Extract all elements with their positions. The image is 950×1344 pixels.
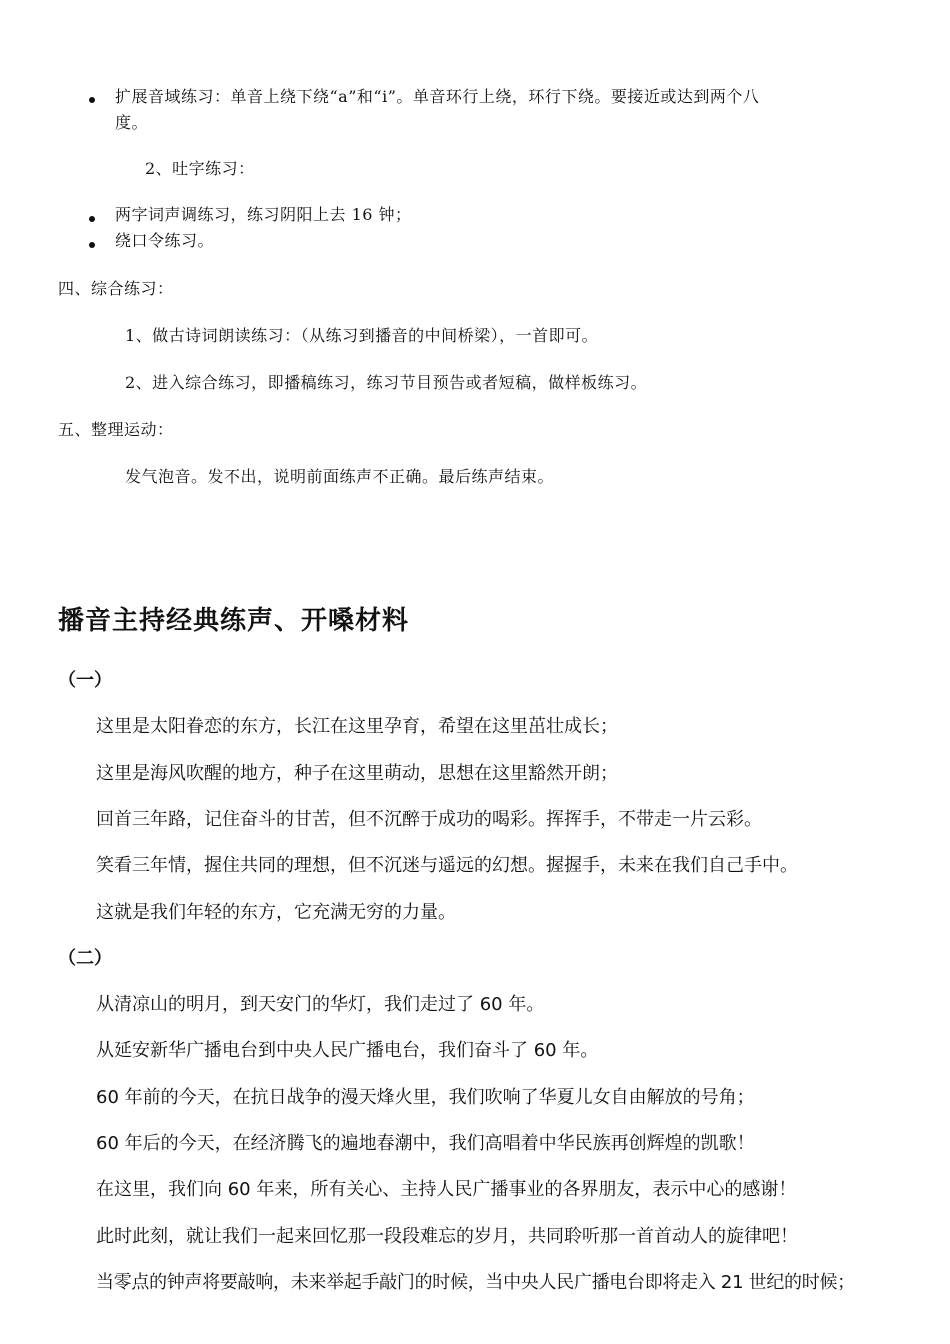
bullet-tone-practice: 两字词声调练习，练习阴阳上去 16 钟；: [115, 205, 412, 224]
item-articulation: 2、吐字练习：: [145, 159, 255, 178]
paragraph-line: 当零点的钟声将要敲响，未来举起手敲门的时候，当中央人民广播电台即将走入 21 世纪的时候；: [96, 1272, 855, 1293]
bullet-range-extension: [115, 84, 759, 136]
subsection-heading-2: （二）: [58, 948, 112, 969]
paragraph-line: 这里是海风吹醒的地方，种子在这里萌动，思想在这里豁然开朗；: [96, 763, 618, 784]
bullet-line: 扩展音域练习：单音上绕下绕“a”和“i”。单音环行上绕，环行下绕。要接近或达到两个八: [115, 87, 760, 106]
section-heading-5: 五、整理运动：: [58, 420, 174, 439]
bullet-icon: [89, 97, 95, 103]
section5-text: 发气泡音。发不出，说明前面练声不正确。最后练声结束。: [125, 467, 555, 486]
paragraph-line: 60 年后的今天，在经济腾飞的遍地春潮中，我们高唱着中华民族再创辉煌的凯歌！: [96, 1133, 755, 1154]
document-title: 播音主持经典练声、开嗓材料: [58, 606, 410, 636]
section4-item1: 1、做古诗词朗读练习：（从练习到播音的中间桥梁），一首即可。: [125, 326, 599, 345]
bullet-tongue-twister: 绕口令练习。: [115, 231, 215, 250]
paragraph-line: 这就是我们年轻的东方，它充满无穷的力量。: [96, 902, 456, 923]
bullet-line: 度。: [115, 113, 149, 132]
paragraph-line: 回首三年路，记住奋斗的甘苦，但不沉醉于成功的喝彩。挥挥手，不带走一片云彩。: [96, 809, 762, 830]
paragraph-line: 从清凉山的明月，到天安门的华灯，我们走过了 60 年。: [96, 994, 545, 1015]
paragraph-line: 从延安新华广播电台到中央人民广播电台，我们奋斗了 60 年。: [96, 1040, 599, 1061]
paragraph-line: 笑看三年情，握住共同的理想，但不沉迷与遥远的幻想。握握手，未来在我们自己手中。: [96, 855, 798, 876]
section4-item2: 2、进入综合练习，即播稿练习，练习节目预告或者短稿，做样板练习。: [125, 373, 648, 392]
bullet-icon: [89, 242, 95, 248]
paragraph-line: 这里是太阳眷恋的东方，长江在这里孕育，希望在这里茁壮成长；: [96, 716, 618, 737]
paragraph-line: 在这里，我们向 60 年来，所有关心、主持人民广播事业的各界朋友，表示中心的感谢！: [96, 1179, 797, 1200]
bullet-icon: [89, 216, 95, 222]
subsection-heading-1: （一）: [58, 670, 112, 691]
section-heading-4: 四、综合练习：: [58, 279, 174, 298]
paragraph-line: 60 年前的今天，在抗日战争的漫天烽火里，我们吹响了华夏儿女自由解放的号角；: [96, 1087, 755, 1108]
paragraph-line: 此时此刻，就让我们一起来回忆那一段段难忘的岁月，共同聆听那一首首动人的旋律吧！: [96, 1226, 798, 1247]
